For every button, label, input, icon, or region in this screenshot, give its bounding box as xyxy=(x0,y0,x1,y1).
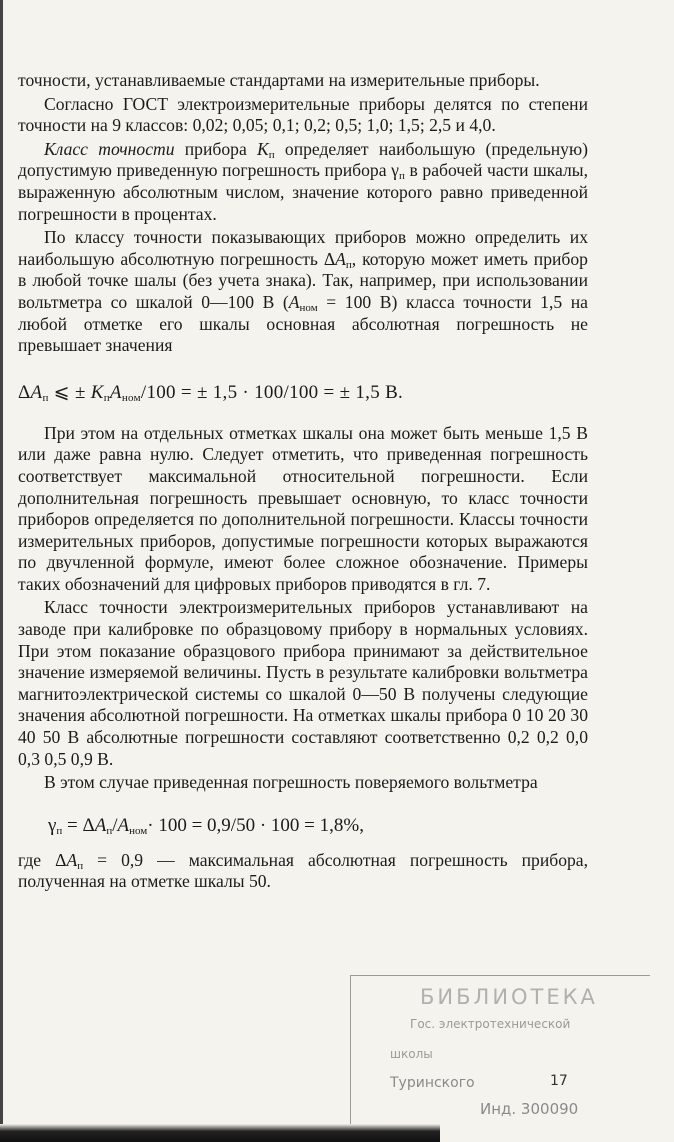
paragraph-6: Класс точности электроизмерительных приборов устанавливают на заводе при калибровке по образцовому прибору в нормальных условиях. При этом показание образцового прибора принимают за действительное значение измеряемой величины. Пусть в результате калибровки вольтметра магнитоэлектрической системы со шкалой 0—50 В получены следующие значения абсолютной погрешности. На отметках шкалы прибора 0 10 20 30 40 50 В абсолютные погрешности составляют соответственно 0,2 0,2 0,0 0,3 0,5 0,9 В. xyxy=(18,597,588,769)
stamp-border-top xyxy=(350,975,650,976)
body-text xyxy=(18,70,588,893)
paragraph-2: Согласно ГОСТ электроизмерительные приборы делятся по степени точности на 9 классов: 0,02; 0,05; 0,1; 0,2; 0,5; 1,0; 1,5; 2,5 и 4,0. xyxy=(18,93,588,136)
paragraph-3: Класс точности прибора $K_п$ определяет наибольшую (предельную) допустимую приведенную погрешность прибора $\gamma_п$ в рабочей части шкалы, выраженную абсолютным числом, значение которого равно приведенной погрешности в процентах. xyxy=(18,138,588,224)
paragraph-7: В этом случае приведенная погрешность поверяемого вольтметра xyxy=(44,772,538,793)
stamp-title: БИБЛИОТЕКА xyxy=(420,985,598,1009)
stamp-index: Инд. 300090 xyxy=(480,1100,579,1118)
paragraph-5: При этом на отдельных отметках шкалы она может быть меньше 1,5 В или даже равна нулю. Следует отметить, что приведенная погрешность соответствует максимальной относительной погрешности. Если дополнительная погрешность превышает основную, то класс точности приборов определяется по дополнительной погрешности. Классы точности измерительных приборов, допустимые погрешности которых выражаются по двучленной формуле, имеют более сложное обозначение. Примеры таких обозначений для цифровых приборов приводятся в гл. 7. xyxy=(18,422,588,594)
term-accuracy-class: Класс точности xyxy=(44,138,175,159)
stamp-text: Гос. электротехнической xyxy=(410,1017,571,1031)
library-stamp xyxy=(350,975,650,1125)
paragraph-4: По классу точности показывающих приборов можно определить их наибольшую абсолютную погрешность $\Delta A_п$, которую может иметь прибор в любой точке шалы (без учета знака). Так, например, при использовании вольтметра со шкалой 0—100 В ($A_{ном} = 100$ В) класса точности 1,5 на любой отметке его шкалы основная абсолютная погрешность не превышает значения xyxy=(18,227,588,356)
formula-absolute-error: $\Delta A_п$ ⩽ ± $K_пA_{ном}/100$ = ± 1,5 · 100/100 = ± 1,5 В. xyxy=(18,381,404,404)
stamp-text: школы xyxy=(390,1047,433,1061)
scan-shadow xyxy=(0,1124,440,1142)
page-edge xyxy=(0,0,3,1142)
stamp-number: 17 xyxy=(550,1073,568,1089)
paragraph-8: где $\Delta A_п = 0,9$ — максимальная абсолютная погрешность прибора, полученная на отметке шкалы 50. xyxy=(18,849,589,892)
formula-reduced-error: $\gamma_п = \Delta A_п/A_{ном}\cdot 100 = 0,9/50 \cdot 100 = 1,8\%$, xyxy=(48,814,364,837)
stamp-border-left xyxy=(350,975,351,1125)
paragraph-1: точности, устанавливаемые стандартами на измерительные приборы. xyxy=(18,70,540,90)
stamp-text: Туринского xyxy=(390,1075,475,1091)
